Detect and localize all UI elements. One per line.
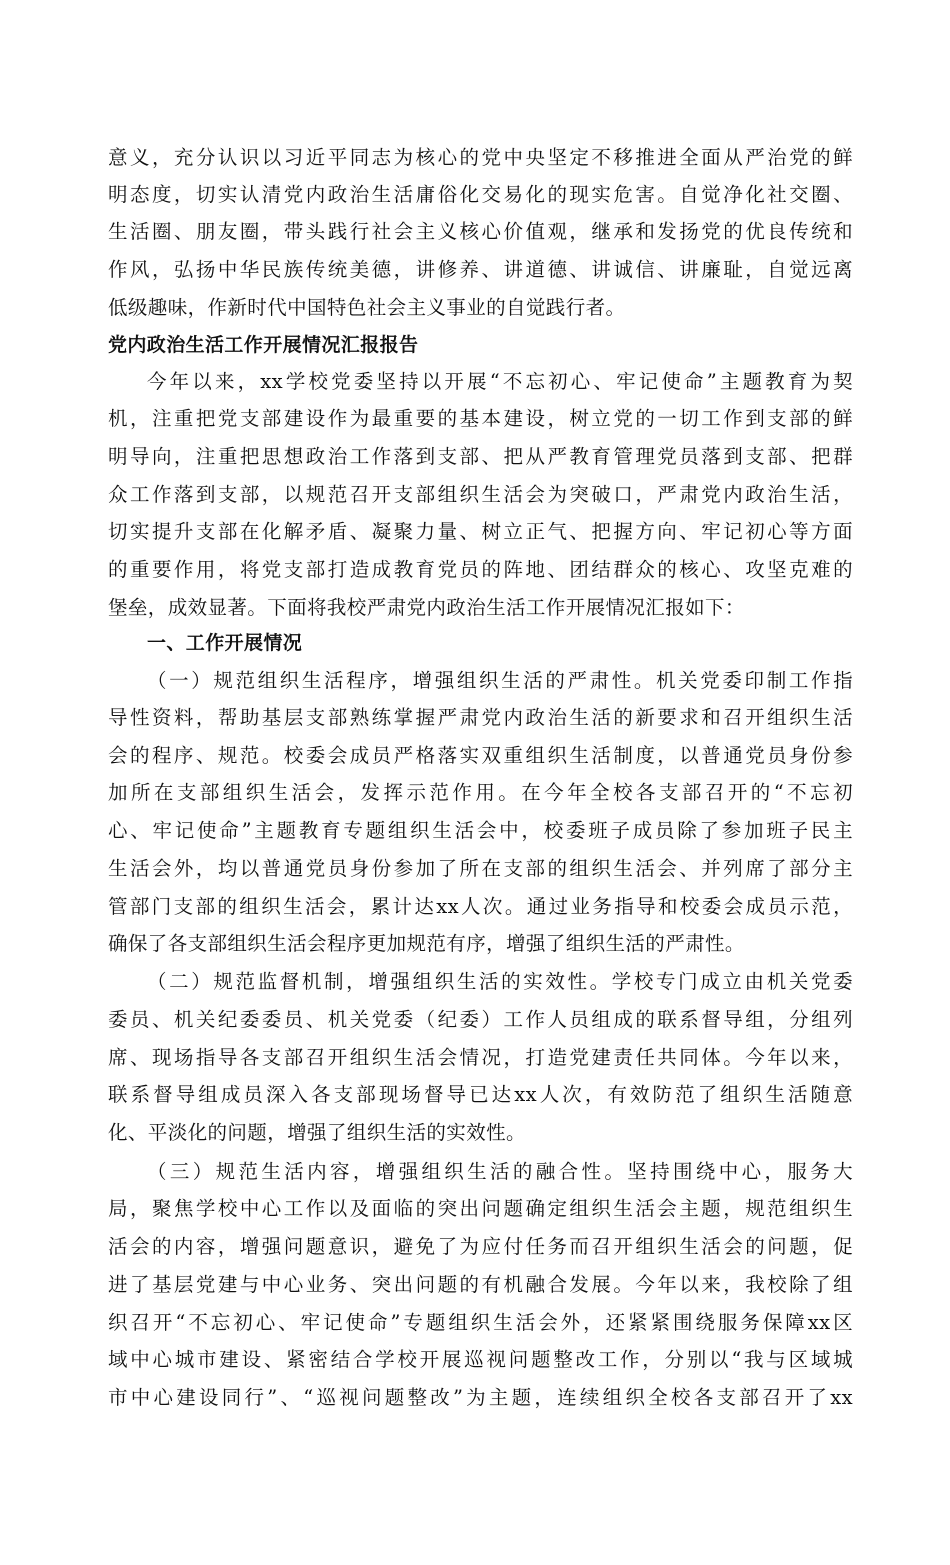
text-line: 众工作落到支部，以规范召开支部组织生活会为突破口，严肃党内政治生活， <box>108 483 853 506</box>
text-line: 心、牢记使命”主题教育专题组织生活会中，校委班子成员除了参加班子民主 <box>108 819 853 842</box>
text-line: 明导向，注重把思想政治工作落到支部、把从严教育管理党员落到支部、把群 <box>108 445 853 468</box>
text-line: 明态度，切实认清党内政治生活庸俗化交易化的现实危害。自觉净化社交圈、 <box>108 183 853 206</box>
text-line: （一）规范组织生活程序，增强组织生活的严肃性。机关党委印制工作指 <box>147 669 853 692</box>
text-line: 堡垒，成效显著。下面将我校严肃党内政治生活工作开展情况汇报如下： <box>108 596 745 619</box>
heading-line: 党内政治生活工作开展情况汇报报告 <box>108 334 419 356</box>
text-line: 加所在支部组织生活会，发挥示范作用。在今年全校各支部召开的“不忘初 <box>108 781 853 804</box>
text-line: 导性资料，帮助基层支部熟练掌握严肃党内政治生活的新要求和召开组织生活 <box>108 706 853 729</box>
text-line: 切实提升支部在化解矛盾、凝聚力量、树立正气、把握方向、牢记初心等方面 <box>108 520 853 543</box>
text-line: 局，聚焦学校中心工作以及面临的突出问题确定组织生活会主题，规范组织生 <box>108 1197 853 1220</box>
text-line: 联系督导组成员深入各支部现场督导已达xx人次，有效防范了组织生活随意 <box>108 1083 853 1106</box>
text-line: 市中心建设同行”、“巡视问题整改”为主题，连续组织全校各支部召开了xx <box>108 1386 853 1409</box>
text-line: 机，注重把党支部建设作为最重要的基本建设，树立党的一切工作到支部的鲜 <box>108 407 853 430</box>
text-line: 活会的内容，增强问题意识，避免了为应付任务而召开组织生活会的问题，促 <box>108 1235 853 1258</box>
text-line: 会的程序、规范。校委会成员严格落实双重组织生活制度，以普通党员身份参 <box>108 744 853 767</box>
text-line: 席、现场指导各支部召开组织生活会情况，打造党建责任共同体。今年以来， <box>108 1046 853 1069</box>
text-line: 意义，充分认识以习近平同志为核心的党中央坚定不移推进全面从严治党的鲜 <box>108 146 853 169</box>
text-line: 域中心城市建设、紧密结合学校开展巡视问题整改工作，分别以“我与区域城 <box>108 1348 853 1371</box>
text-line: 生活会外，均以普通党员身份参加了所在支部的组织生活会、并列席了部分主 <box>108 857 853 880</box>
text-line: 今年以来，xx学校党委坚持以开展“不忘初心、牢记使命”主题教育为契 <box>147 370 853 393</box>
text-line: 的重要作用，将党支部打造成教育党员的阵地、团结群众的核心、攻坚克难的 <box>108 558 853 581</box>
text-line: 管部门支部的组织生活会，累计达xx人次。通过业务指导和校委会成员示范， <box>108 895 853 918</box>
heading-line: 一、工作开展情况 <box>147 632 303 654</box>
text-line: 织召开“不忘初心、牢记使命”专题组织生活会外，还紧紧围绕服务保障xx区 <box>108 1311 853 1334</box>
text-line: 化、平淡化的问题，增强了组织生活的实效性。 <box>108 1121 526 1144</box>
text-line: （三）规范生活内容，增强组织生活的融合性。坚持围绕中心，服务大 <box>147 1160 853 1183</box>
text-line: 作风，弘扬中华民族传统美德，讲修养、讲道德、讲诚信、讲廉耻，自觉远离 <box>108 258 853 281</box>
text-line: 委员、机关纪委委员、机关党委（纪委）工作人员组成的联系督导组，分组列 <box>108 1008 853 1031</box>
text-line: （二）规范监督机制，增强组织生活的实效性。学校专门成立由机关党委 <box>147 970 853 993</box>
text-line: 进了基层党建与中心业务、突出问题的有机融合发展。今年以来，我校除了组 <box>108 1273 853 1296</box>
text-line: 生活圈、朋友圈，带头践行社会主义核心价值观，继承和发扬党的优良传统和 <box>108 220 853 243</box>
text-line: 低级趣味，作新时代中国特色社会主义事业的自觉践行者。 <box>108 296 626 319</box>
text-line: 确保了各支部组织生活会程序更加规范有序，增强了组织生活的严肃性。 <box>108 932 745 955</box>
